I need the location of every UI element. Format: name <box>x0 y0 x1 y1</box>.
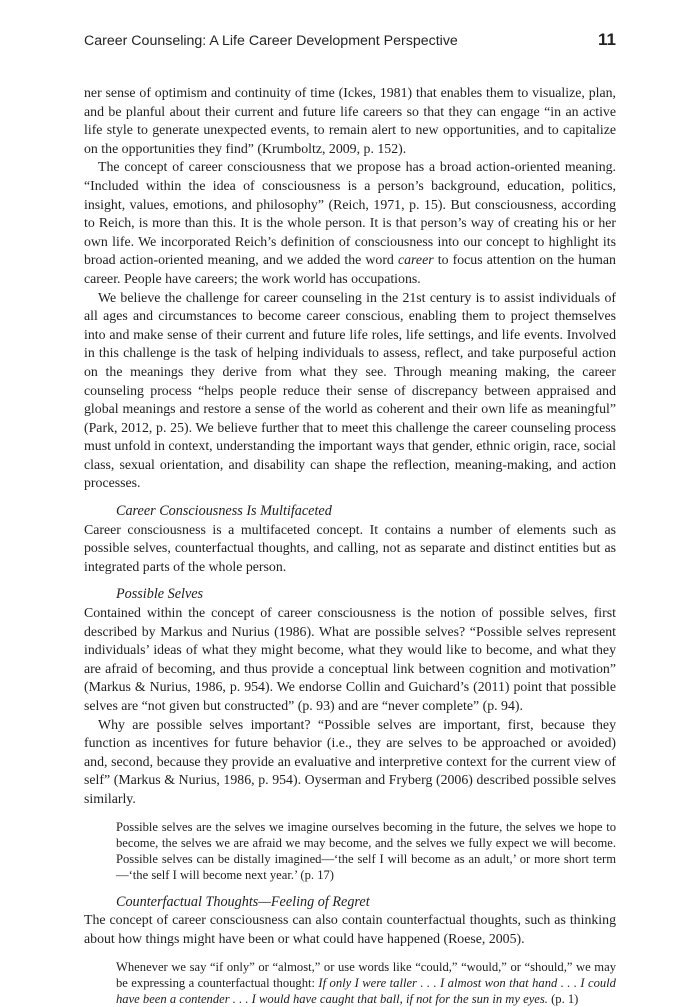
emphasis-career: career <box>397 252 434 268</box>
paragraph-text: The concept of career consciousness that we propose has a broad action-oriented meaning. “Included within the idea of consciousness is a person’s background, education, politics, insight, values, emotions, and philosophy” (Reich, 1971, p. 15). But consciousness, according to Reich, is more than this. It is the whole person. It is that person’s way of creating his or her own life. We incorporated Reich’s definition of consciousness into our concept to highlight its broad action-oriented meaning, and we added the word <box>84 159 616 268</box>
paragraph-possible-selves: Contained within the concept of career consciousness is the notion of possible selves, first described by Markus and Nurius (1986). What are possible selves? “Possible selves represent individuals’ ideas of what they might become, what they would like to become, and what they are afraid of becoming, and thus provide a conceptual link between cognition and motivation” (Markus & Nurius, 1986, p. 954). We endorse Collin and Guichard’s (2011) point that possible selves are “not given but constructed” (p. 93) and are “never complete” (p. 94). <box>84 605 616 713</box>
running-title: Career Counseling: A Life Career Development Perspective <box>84 33 458 49</box>
paragraph-career-consciousness <box>84 158 616 288</box>
paragraph-challenge: We believe the challenge for career counseling in the 21st century is to assist individuals of all ages and circumstances to become career conscious, enabling them to project themselves into and make sense of their current and future life roles, life settings, and life events. Involved in this challenge is the task of helping individuals to assess, reflect, and take purposeful action on the meanings they derive from what they see. Through meaning making, the career counseling process “helps people reduce their sense of discrepancy between appraised and global meanings and restore a sense of the world as coherent and their own life as meaningful” (Park, 2012, p. 25). We believe further that to meet this challenge the career counseling process must unfold in context, understanding the important ways that gender, ethnic origin, race, social class, sexual orientation, and disability can shape the reflection, meaning-making, and action processes. <box>84 289 616 491</box>
heading-possible-selves: Possible Selves <box>116 586 204 603</box>
body-text <box>84 84 616 1007</box>
paragraph-multifaceted: Career consciousness is a multifaceted concept. It contains a number of elements such as possible selves, counterfactual thoughts, and calling, not as separate and distinct entities but as integrated parts of the whole person. <box>84 521 616 574</box>
paragraph-continuation: ner sense of optimism and continuity of time (Ickes, 1981) that enables them to visualize, plan, and be planful about their current and future life careers so that they can engage “in an active life style to generate unexpected events, to remain alert to new opportunities, and to capitalize on the opportunities they find” (Krumboltz, 2009, p. 152). <box>84 85 616 156</box>
quote-citation: (p. 1) <box>547 992 579 1007</box>
quote-text: Whenever we say “if only” or “almost,” or use words like “could,” “would,” or “should,” we may be expressing a counterfactual thought: <box>116 959 616 990</box>
blockquote-oyserman: Possible selves are the selves we imagine ourselves becoming in the future, the selves we hope to become, the selves we are afraid we may become, and the selves we fully expect we will become. Possible selves can be distally imagined—‘the self I will become as an adult,’ or more short term—‘the self I will become next year.’ (p. 17) <box>116 819 616 883</box>
paragraph-counterfactual: The concept of career consciousness can also contain counterfactual thoughts, such as thinking about how things might have been or what could have happened (Roese, 2005). <box>84 912 616 946</box>
quote-italic-text: If only I were taller . . . I almost won that hand . . . I could have been a contender . . . I would have caught that ball, if not for the sun in my eyes. <box>116 975 616 1007</box>
page-number: 11 <box>598 30 616 49</box>
paragraph-text: to focus attention on the human career. People have careers; the work world has occupations. <box>84 252 616 286</box>
heading-multifaceted: Career Consciousness Is Multifaceted <box>116 503 332 520</box>
heading-counterfactual: Counterfactual Thoughts—Feeling of Regret <box>116 893 370 910</box>
paragraph-why-possible-selves: Why are possible selves important? “Possible selves are important, first, because they function as incentives for future behavior (i.e., they are selves to be approached or avoided) and, second, because they provide an evaluative and interpretive context for the current view of self” (Markus & Nurius, 1986, p. 954). Oyserman and Fryberg (2006) described possible selves similarly. <box>84 716 616 806</box>
running-header <box>84 30 616 54</box>
